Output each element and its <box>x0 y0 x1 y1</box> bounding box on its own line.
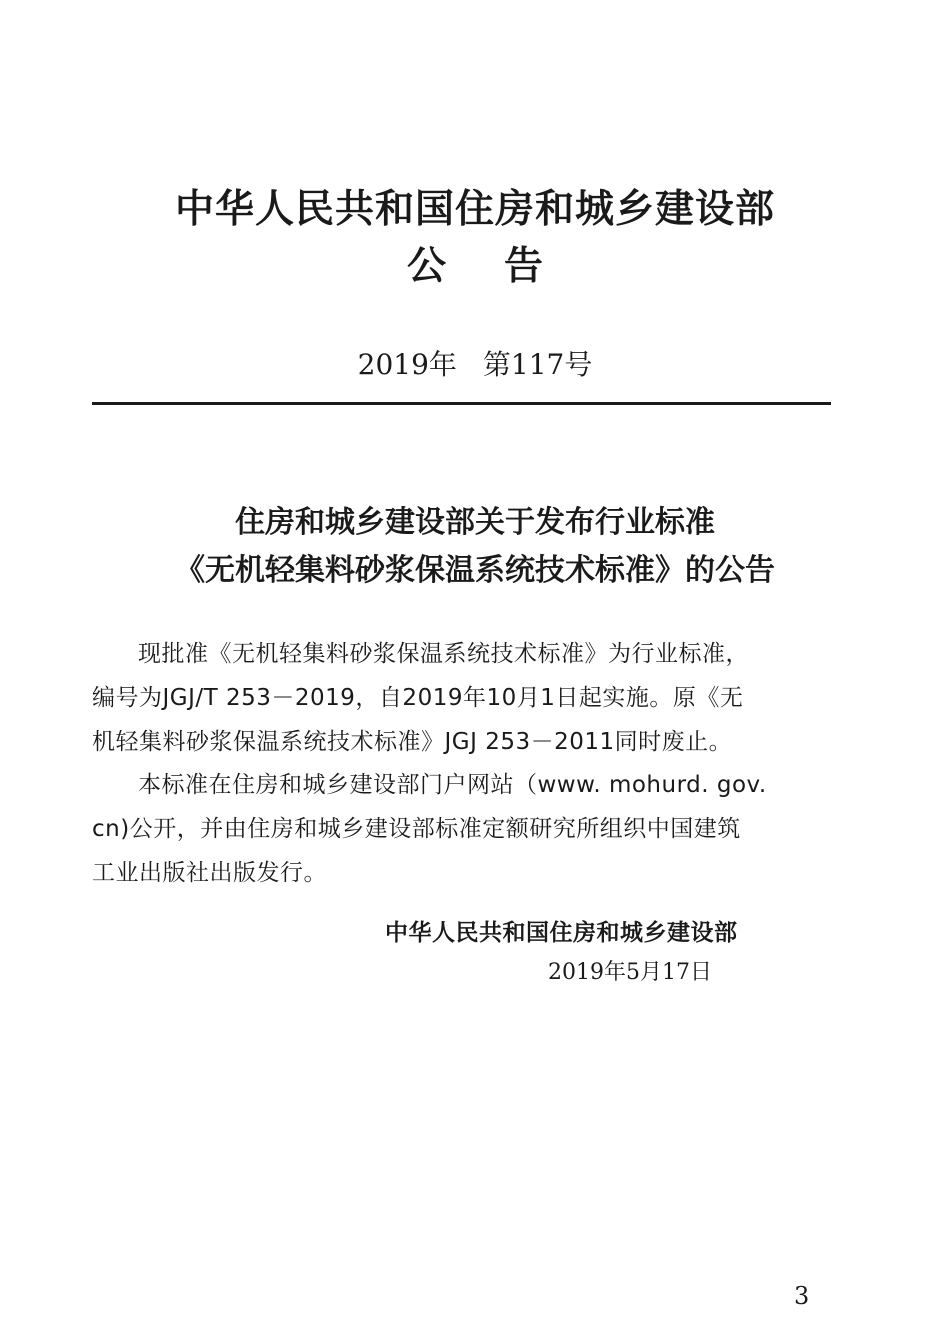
announcement-label: 公告 <box>406 244 601 289</box>
header-divider <box>92 402 831 405</box>
page-number: 3 <box>794 1282 810 1310</box>
body-paragraph-2 <box>92 763 832 895</box>
body-line: cn)公开，并由住房和城乡建设部标准定额研究所组织中国建筑 <box>92 816 741 842</box>
body-line: 工业出版社出版发行。 <box>92 860 327 886</box>
notice-title-line-1: 住房和城乡建设部关于发布行业标准 <box>235 505 715 540</box>
body-line: 编号为JGJ/T 253－2019，自2019年10月1日起实施。原《无 <box>92 685 744 711</box>
body-line: 现批准《无机轻集料砂浆保温系统技术标准》为行业标准， <box>138 641 749 667</box>
notice-title-line-2: 《无机轻集料砂浆保温系统技术标准》的公告 <box>175 553 775 588</box>
ministry-title: 中华人民共和国住房和城乡建设部 <box>174 187 775 232</box>
body-line: 本标准在住房和城乡建设部门户网站（www. mohurd. gov. <box>138 772 767 798</box>
issue-number <box>0 343 950 383</box>
body-line: 机轻集料砂浆保温系统技术标准》JGJ 253－2011同时废止。 <box>92 729 733 755</box>
body-paragraph-1 <box>92 632 832 764</box>
signature-date: 2019年5月17日 <box>548 960 712 985</box>
signature-issuer: 中华人民共和国住房和城乡建设部 <box>385 920 738 946</box>
issue-year: 2019年 <box>357 348 457 381</box>
issue-no: 第117号 <box>482 348 593 381</box>
